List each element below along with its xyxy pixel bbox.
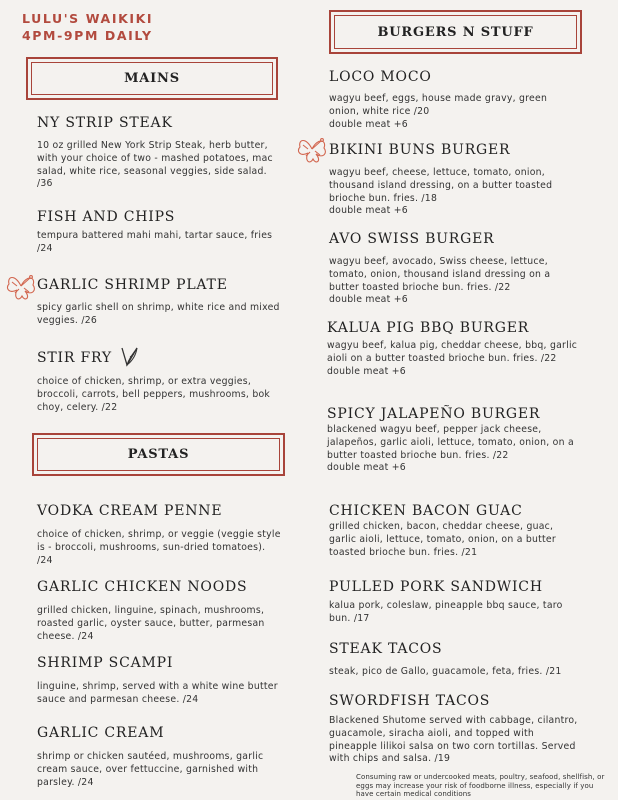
item-description: spicy garlic shell on shrimp, white rice and mixed veggies. /26: [37, 302, 280, 326]
item-description: grilled chicken, linguine, spinach, mushrooms, roasted garlic, oyster sauce, butter, parmesan cheese. /24: [37, 605, 265, 642]
item-extra: double meat +6: [327, 462, 406, 474]
item-name: FISH AND CHIPS: [37, 209, 176, 225]
menu-item: [37, 209, 282, 256]
item-description: choice of chicken, shrimp, or veggie (veggie style is - broccoli, mushrooms, sun-dried tomatoes). /24: [37, 529, 281, 566]
item-name: SWORDFISH TACOS: [329, 693, 491, 709]
item-name: STIR FRY: [37, 350, 112, 366]
leaf-icon: [116, 345, 140, 371]
menu-item: [37, 725, 282, 789]
item-name: VODKA CREAM PENNE: [37, 503, 223, 519]
item-description: shrimp or chicken sautéed, mushrooms, garlic cream sauce, over fettuccine, garnished with parsley. /24: [37, 751, 264, 788]
menu-item: [329, 231, 574, 307]
item-name: PULLED PORK SANDWICH: [329, 579, 543, 595]
item-name: GARLIC CREAM: [37, 725, 165, 741]
menu-item: [329, 69, 574, 131]
food-safety-disclaimer: Consuming raw or undercooked meats, poultry, seafood, shellfish, or eggs may increase your risk of foodborne illness, especially if you have certain medical conditions: [356, 773, 605, 798]
menu-item: [329, 503, 574, 559]
item-extra: double meat +6: [329, 294, 408, 306]
item-name: STEAK TACOS: [329, 641, 443, 657]
hibiscus-icon: [294, 133, 330, 167]
item-name: SPICY JALAPEÑO BURGER: [327, 406, 541, 422]
item-description: grilled chicken, bacon, cheddar cheese, guac, garlic aioli, lettuce, tomato, onion, on a butter toasted brioche bun. fries. /21: [329, 521, 556, 558]
section-header-burgers: [329, 10, 582, 54]
item-description: 10 oz grilled New York Strip Steak, herb butter, with your choice of two - mashed potatoes, mac salad, white rice, seasonal veggies, side salad. /36: [37, 140, 273, 190]
item-description: steak, pico de Gallo, guacamole, feta, fries. /21: [329, 666, 562, 677]
item-name: SHRIMP SCAMPI: [37, 655, 174, 671]
item-description: Blackened Shutome served with cabbage, cilantro, guacamole, siracha aioli, and topped with pineapple lilikoi salsa on two corn tortillas. Served with chips and salsa. /19: [329, 715, 578, 765]
menu-item: [37, 579, 282, 643]
item-name: NY STRIP STEAK: [37, 115, 173, 131]
item-name: GARLIC CHICKEN NOODS: [37, 579, 248, 595]
item-description: tempura battered mahi mahi, tartar sauce, fries /24: [37, 230, 273, 254]
item-extra: double meat +6: [329, 118, 408, 130]
menu-item: [37, 655, 287, 707]
item-description: wagyu beef, kalua pig, cheddar cheese, bbq, garlic aioli on a butter toasted brioche bun. fries. /22: [327, 340, 578, 364]
menu-item: [37, 503, 282, 567]
item-name: KALUA PIG BBQ BURGER: [327, 320, 530, 336]
menu-item: [329, 641, 574, 679]
section-title: MAINS: [31, 62, 273, 95]
item-name: BIKINI BUNS BURGER: [329, 142, 511, 158]
menu-item: [37, 115, 282, 191]
item-name: AVO SWISS BURGER: [329, 231, 495, 247]
menu-item: [37, 277, 287, 328]
item-description: wagyu beef, eggs, house made gravy, green onion, white rice /20: [329, 93, 548, 117]
menu-item: [329, 579, 574, 626]
item-description: linguine, shrimp, served with a white wine butter sauce and parmesan cheese. /24: [37, 681, 278, 705]
item-extra: double meat +6: [327, 365, 406, 377]
item-name: LOCO MOCO: [329, 69, 432, 85]
section-header-pastas: [32, 433, 285, 476]
menu-item: [327, 406, 583, 475]
restaurant-name: LULU'S WAIKIKI: [22, 11, 154, 26]
menu-item: [329, 693, 585, 766]
restaurant-hours: 4PM-9PM DAILY: [22, 28, 153, 43]
item-description: wagyu beef, cheese, lettuce, tomato, onion, thousand island dressing, on a butter toasted brioche bun. fries. /18: [329, 167, 553, 204]
item-description: choice of chicken, shrimp, or extra veggies, broccoli, carrots, bell peppers, mushrooms, bok choy, celery. /22: [37, 376, 271, 413]
menu-item: [329, 142, 574, 218]
item-name: GARLIC SHRIMP PLATE: [37, 277, 228, 293]
menu-item: [327, 320, 583, 378]
section-header-mains: [26, 57, 278, 100]
menu-item: [37, 350, 282, 414]
hibiscus-icon: [3, 270, 39, 304]
item-description: kalua pork, coleslaw, pineapple bbq sauce, taro bun. /17: [329, 600, 563, 624]
item-name: CHICKEN BACON GUAC: [329, 503, 523, 519]
section-title: BURGERS N STUFF: [334, 15, 577, 49]
item-description: blackened wagyu beef, pepper jack cheese, jalapeños, garlic aioli, lettuce, tomato, onion, on a butter toasted brioche bun. fries. /22: [327, 424, 574, 461]
restaurant-header: [22, 10, 153, 44]
item-extra: double meat +6: [329, 205, 408, 217]
item-description: wagyu beef, avocado, Swiss cheese, lettuce, tomato, onion, thousand island dressing on a butter toasted brioche bun. fries. /22: [329, 256, 551, 293]
section-title: PASTAS: [37, 438, 280, 471]
